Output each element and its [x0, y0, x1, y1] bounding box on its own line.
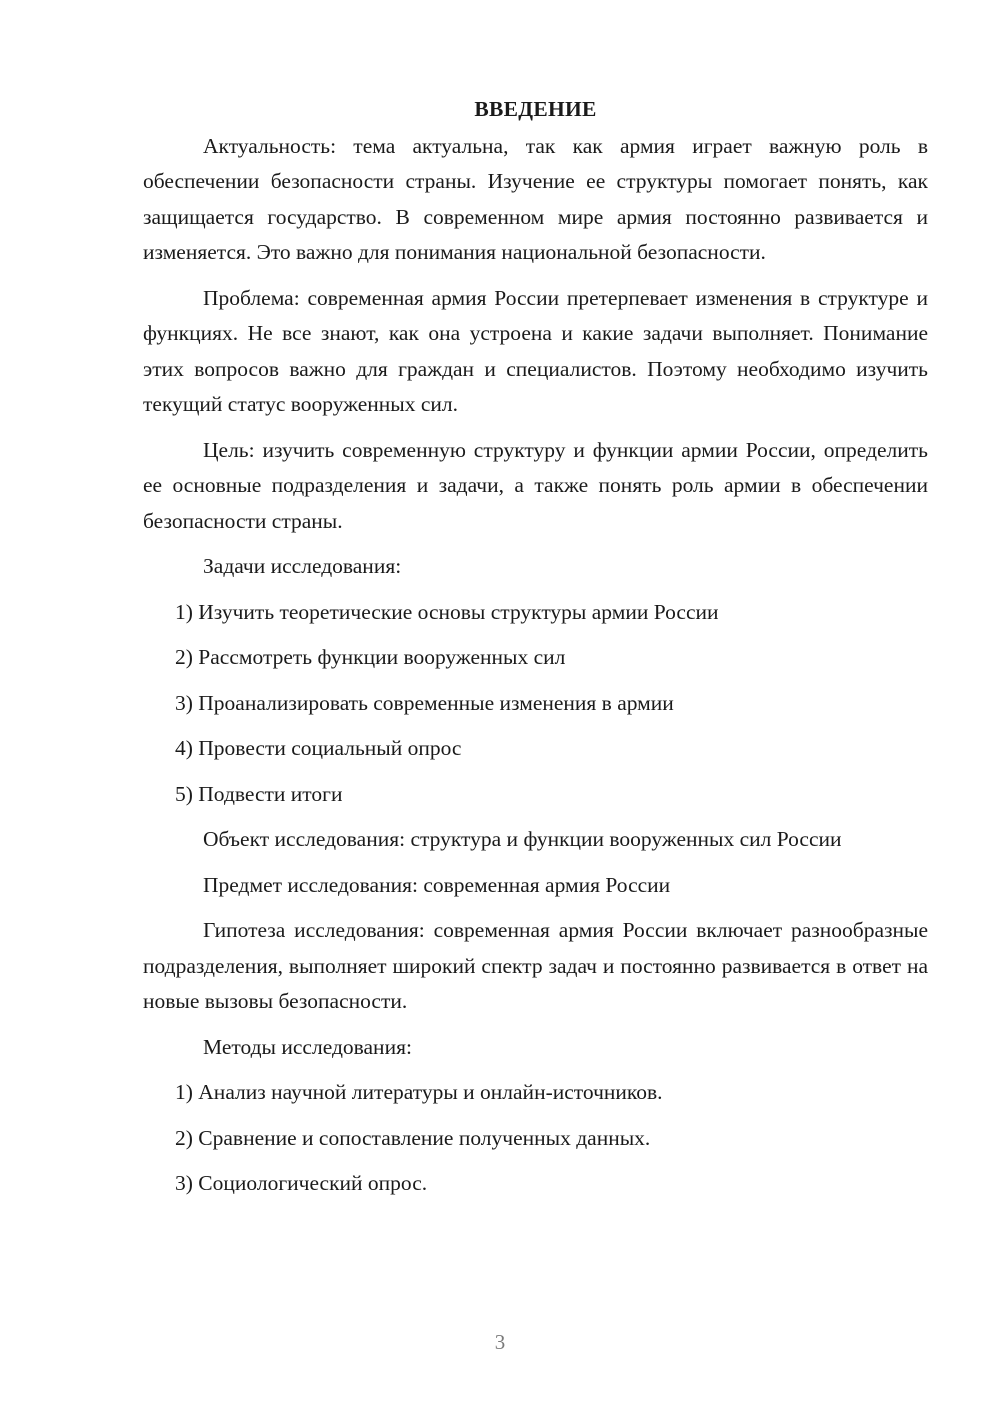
goal-paragraph: Цель: изучить современную структуру и функции армии России, определить ее основные подразделения и задачи, а также понять роль армии в обеспечении безопасности страны.: [143, 437, 928, 533]
methods-list: [143, 1075, 928, 1202]
section-heading: ВВЕДЕНИЕ: [474, 97, 597, 121]
list-item: 5) Подвести итоги: [175, 781, 343, 806]
list-item: 3) Проанализировать современные изменения в армии: [175, 690, 674, 715]
tasks-label: Задачи исследования:: [203, 554, 402, 578]
list-item: 3) Социологический опрос.: [175, 1171, 428, 1195]
object-paragraph: Объект исследования: структура и функции вооруженных сил России: [203, 827, 842, 851]
tasks-list: [143, 595, 928, 813]
methods-label: Методы исследования:: [203, 1034, 412, 1059]
subject-paragraph: Предмет исследования: современная армия России: [203, 872, 671, 897]
relevance-paragraph: Актуальность: тема актуальна, так как армия играет важную роль в обеспечении безопасности страны. Изучение ее структуры помогает понять, как защищается государство. В современном мире армия постоянно развивается и изменяется. Это важно для понимания национальной безопасности.: [143, 133, 928, 264]
list-item: 2) Сравнение и сопоставление полученных данных.: [175, 1125, 651, 1150]
list-item: 4) Провести социальный опрос: [175, 736, 462, 760]
page-number: 3: [494, 1330, 506, 1354]
hypothesis-paragraph: Гипотеза исследования: современная армия России включает разнообразные подразделения, выполняет широкий спектр задач и постоянно развивается в ответ на новые вызовы безопасности.: [143, 918, 928, 1013]
list-item: 1) Изучить теоретические основы структуры армии России: [175, 599, 719, 624]
problem-paragraph: Проблема: современная армия России претерпевает изменения в структуре и функциях. Не все знают, как она устроена и какие задачи выполняет. Понимание этих вопросов важно для граждан и специалистов. Поэтому необходимо изучить текущий статус вооруженных сил.: [143, 285, 928, 416]
list-item: 2) Рассмотреть функции вооруженных сил: [175, 645, 566, 669]
list-item: 1) Анализ научной литературы и онлайн-источников.: [175, 1080, 663, 1104]
document-page: [143, 92, 928, 1212]
